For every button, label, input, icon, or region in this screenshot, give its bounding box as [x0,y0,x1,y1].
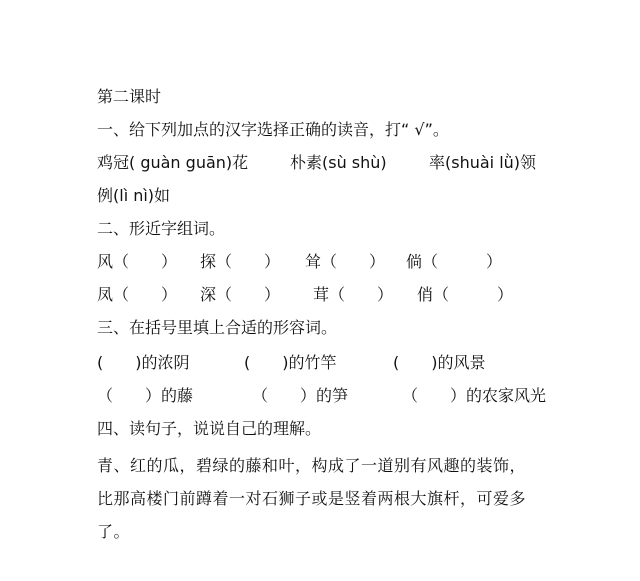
q4-passage [97,449,557,548]
q2-row1-item2: 探（ ） [200,252,281,271]
q2-row2-item2: 深（ ） [200,285,281,304]
q2-row1-item3: 耸（ ） [305,252,386,271]
q2-row2-item1: 凤（ ） [97,285,178,304]
q1-item-jiguan: 鸡冠( guàn guān)花 [97,153,249,172]
q3-row2-item1: （ ）的藤 [97,386,194,405]
q2-row2-item4: 俏（ ） [417,285,514,304]
q3-row1-item3: ( )的风景 [393,353,486,372]
lesson-title: 第二课时 [97,87,162,106]
question-3-heading: 三、在括号里填上合适的形容词。 [97,318,338,337]
question-4-heading: 四、读句子，说说自己的理解。 [97,419,322,438]
q4-passage-line-1: 青、红的瓜，碧绿的藤和叶，构成了一道别有风趣的装饰， [97,456,527,475]
q2-row1-item4: 倘（ ） [406,252,503,271]
q3-row1-item2: ( )的竹竿 [244,353,337,372]
q2-row1-item1: 风（ ） [97,252,178,271]
q4-passage-line-2: 比那高楼门前蹲着一对石狮子或是竖着两根大旗杆，可爱多 [97,489,527,508]
q1-item-shuailing: 率(shuài lǜ)领 [429,153,537,172]
q3-row1-item1: ( )的浓阴 [97,353,190,372]
question-1-heading: 一、给下列加点的汉字选择正确的读音，打“ √”。 [97,120,449,139]
q1-item-liru: 例(lì nì)如 [97,186,171,205]
q3-row2-item2: （ ）的笋 [252,386,349,405]
q2-row2-item3: 茸（ ） [313,285,394,304]
question-2-heading: 二、形近字组词。 [97,219,226,238]
q3-row2-item3: （ ）的农家风光 [402,386,547,405]
q4-passage-line-3: 了。 [97,522,131,541]
q1-item-pusu: 朴素(sù shù) [290,153,387,172]
